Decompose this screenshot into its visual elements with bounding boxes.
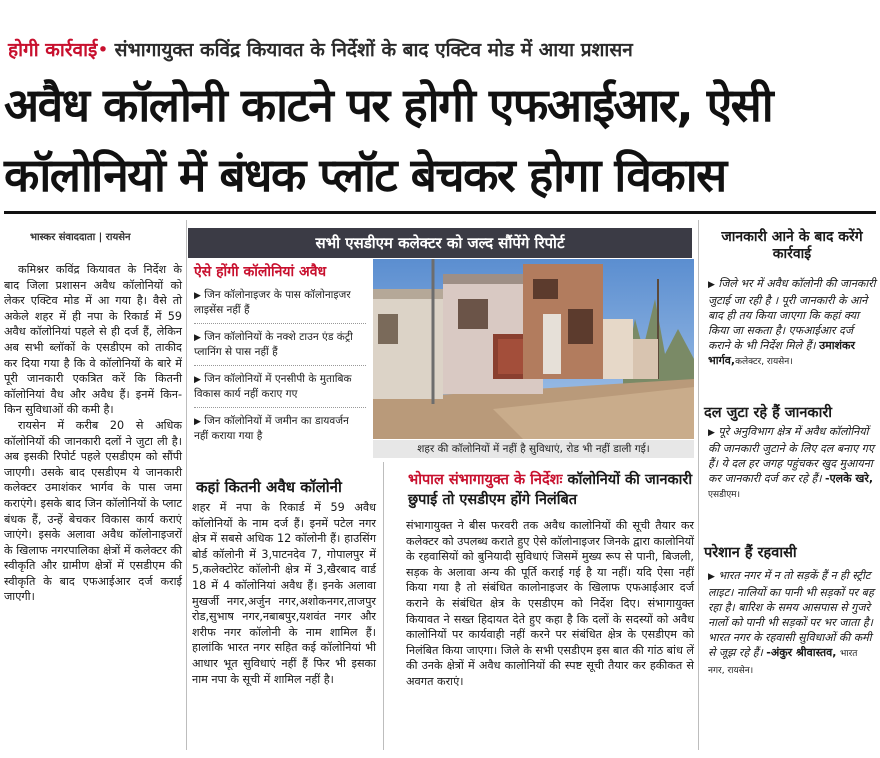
- quote-marker-icon: ▶: [708, 572, 715, 582]
- collector-signature-place: कलेक्टर, रायसेन।: [735, 357, 793, 367]
- headline-rule: [4, 211, 876, 214]
- column-divider-2: [698, 220, 699, 750]
- main-story-column: [4, 262, 182, 605]
- bullet-icon: ▶: [194, 417, 201, 427]
- collector-signature: उमाशंकर भार्गव,: [708, 339, 855, 367]
- main-story-para-2: रायसेन में करीब 20 से अधिक कॉलोनियों की जानकारी दलों ने जुटा ली है। अब इसकी रिपोर्ट पहले एसडीएम को सौंपी जाएगी। उसके बाद एसडीएम ये जानकारी कलेक्टर उमाशंकर भार्गव के पास जमा कराएंगे। इसके बाद जिन कॉलोनियों के प्लाट बंधक हैं, उन्हें बेचकर विकास कार्य कराएं जाएंगे। इसके अलावा अवैध कॉलोनाइजरों के खिलाफ नगरपालिका क्षेत्रों में कलेक्टर की स्वीकृति और ग्रामीण क्षेत्रों में एसडीएम की स्वीकृति के बाद एफआईआर दर्ज कराई जाएगी।: [4, 418, 182, 604]
- bullet-icon: ▶: [194, 375, 201, 385]
- commissioner-directive-heading: [408, 470, 694, 510]
- collector-quote: [708, 276, 876, 370]
- kicker-line: [8, 36, 633, 62]
- sdm-signature-place: एसडीएम।: [708, 490, 740, 500]
- resident-signature: -अंकुर श्रीवास्तव,: [766, 646, 837, 659]
- photo-caption: शहर की कॉलोनियों में नहीं है सुविधाएं, रोड भी नहीं डाली गई।: [373, 440, 694, 458]
- byline: भास्कर संवाददाता | रायसेन: [30, 232, 131, 243]
- collector-quote-text: जिले भर में अवैध कॉलोनी की जानकारी जुटाई जा रही है । पूरी जानकारी के आने बाद ही तय किया जाएगा कि कहां क्या किया जा सकता है। एफआईआर दर्ज कराने के भी निर्देश मिले हैं।: [708, 277, 876, 352]
- quote-marker-icon: ▶: [708, 428, 715, 438]
- kicker-label: होगी कार्रवाई: [8, 39, 98, 61]
- bullet-icon: ▶: [194, 333, 201, 343]
- column-divider-3: [383, 462, 384, 750]
- colony-photo: [373, 259, 694, 439]
- resident-signature-place: भारत नगर, रायसेन।: [708, 649, 858, 676]
- sdm-quote-text: पूरे अनुविभाग क्षेत्र में अवैध कॉलोनियों की जानकारी जुटाने के लिए दल बनाए गए हैं। ये दल हर जगह पहुंचकर खुद मुआयना कर जानकारी दर्ज कर रहे हैं।: [708, 425, 874, 485]
- directive-heading-rest: कॉलोनियों की जानकारी छुपाई तो एसडीएम होंगे निलंबित: [408, 472, 693, 508]
- quote-marker-icon: ▶: [708, 280, 715, 290]
- colony-count-heading: कहां कितनी अवैध कॉलोनी: [196, 478, 342, 496]
- headline-line-2: कॉलोनियों में बंधक प्लॉट बेचकर होगा विकास: [4, 148, 726, 202]
- column-divider-1: [186, 220, 187, 750]
- bullet-icon: ▶: [194, 291, 201, 301]
- criteria-item: ▶ जिन कॉलोनाइजर के पास कॉलोनाइजर लाइसेंस नहीं हैं: [194, 288, 366, 324]
- sdm-quote: [708, 424, 876, 503]
- resident-quote-text: भारत नगर में न तो सड़कें हैं न ही स्ट्रीट लाइट। नालियों का पानी भी सड़कों पर बह रहा है। बारिश के समय आसपास से गुजरे नालों को पानी भी सड़कों पर भर जाता है। भारत नगर के रहवासी सुविधाओं की कमी से जूझ रहे हैं।: [708, 569, 874, 659]
- colony-count-body: शहर में नपा के रिकार्ड में 59 अवैध कॉलोनियों के नाम दर्ज हैं। इनमें पटेल नगर क्षेत्र में सबसे अधिक 12 कॉलोनी हैं। हाउसिंग बोर्ड कॉलोनी में 3,पाटनदेव 7, गोपालपुर में 5,कलेक्टोरेट कॉलोनी क्षेत्र में 3,खैरबाद वार्ड 18 में 4 कॉलोनियां अवैध हैं। इनके अलावा मुखर्जी नगर,अर्जुन नगर,अशोकनगर,ताजपुर रोड,सुभाष नगर,नबाबपुर,यशवंत नगर और शरीफ नगर कॉलोनी के नाम शामिल हैं। हालांकि भारत नगर सहित कई कॉलोनियां भी आधार भूत सुविधाएं नहीं हैं फिर भी इसका नाम नपा के सूची में शामिल नहीं है।: [192, 501, 376, 686]
- directive-heading-red: भोपाल संभागायुक्त के निर्देशः: [408, 472, 563, 488]
- headline-line-1: अवैध कॉलोनी काटने पर होगी एफआईआर, ऐसी: [4, 78, 773, 132]
- resident-quote: [708, 568, 876, 679]
- illegal-colony-box-title: ऐसे होंगी कॉलोनियां अवैध: [194, 264, 327, 280]
- criteria-item: ▶ जिन कॉलोनियों में एनसीपी के मुताबिक विकास कार्य नहीं कराए गए: [194, 372, 366, 408]
- sdm-signature: -एलके खरे,: [825, 472, 874, 485]
- main-story-para-1: कमिश्नर कविंद्र कियावत के निर्देश के बाद जिला प्रशासन अवैध कॉलोनियों को लेकर एक्टिव मोड में आ गया है। वैसे तो अकेले शहर में ही नपा के रिकार्ड में 59 अवैध कॉलोनियां पहले से ही दर्ज हैं, लेकिन अब सभी ब्लॉकों के एसडीएम को ताकीद कर दिया गया है कि वे कॉलोनियों के बारे में पूरी जानकारी एकत्रित करें कि कितनी कॉलोनियां वैध और अवैध हैं। इनमें किन-किन सुविधाओं की कमी है।: [4, 263, 182, 417]
- collector-quote-heading: जानकारी आने के बाद करेंगे कार्रवाई: [721, 229, 863, 262]
- kicker-dot: •: [97, 39, 109, 61]
- resident-quote-heading: परेशान हैं रहवासी: [704, 545, 797, 561]
- criteria-item: ▶ जिन कॉलोनियों में जमीन का डायवर्जन नहीं कराया गया है: [194, 415, 349, 442]
- report-banner: सभी एसडीएम कलेक्टर को जल्द सौंपेंगे रिपोर्ट: [188, 228, 692, 258]
- sdm-quote-heading: दल जुटा रहे हैं जानकारी: [704, 405, 833, 421]
- kicker-text: संभागायुक्त कविंद्र कियावत के निर्देशों के बाद एक्टिव मोड में आया प्रशासन: [114, 39, 633, 61]
- illegal-colony-criteria-list: [194, 288, 366, 455]
- commissioner-directive-body: संभागायुक्त ने बीस फरवरी तक अवैध कालोनियों की सूची तैयार कर कलेक्टर को उपलब्ध कराते हुए ऐसे कॉलोनाइजर जिनके द्वारा कालोनियों के रहवासियों को बुनियादी सुविधाएं जिसमें मुख्य रूप से पानी, बिजली, सड़क के अलावा अन्य की पूर्ति कराई गई है या नहीं। यदि ऐसा नहीं किया गया है तो संबंधित कालोनाइजर के खिलाफ एफआईआर दर्ज कराने के संबंधित क्षेत्र के एसडीएम को निर्देश दिए। संभागायुक्त कियावत ने सख्त हिदायत देते हुए कहा है कि दलों के सदस्यों को अवैध कालोनियों पर कार्यवाही नहीं करने पर संबंधित क्षेत्र के एसडीएम को निलंबित किया जाएगा। जिले के सभी एसडीएम इस बात की गांठ बांध लें की उनके क्षेत्रों में अवैध कालोनियों की स्पष्ट सूची तैयार कर हकीकत से अवगत कराएं।: [406, 519, 694, 688]
- criteria-item: ▶ जिन कॉलोनियों के नक्शे टाउन एंड कंट्री प्लानिंग से पास नहीं हैं: [194, 330, 366, 366]
